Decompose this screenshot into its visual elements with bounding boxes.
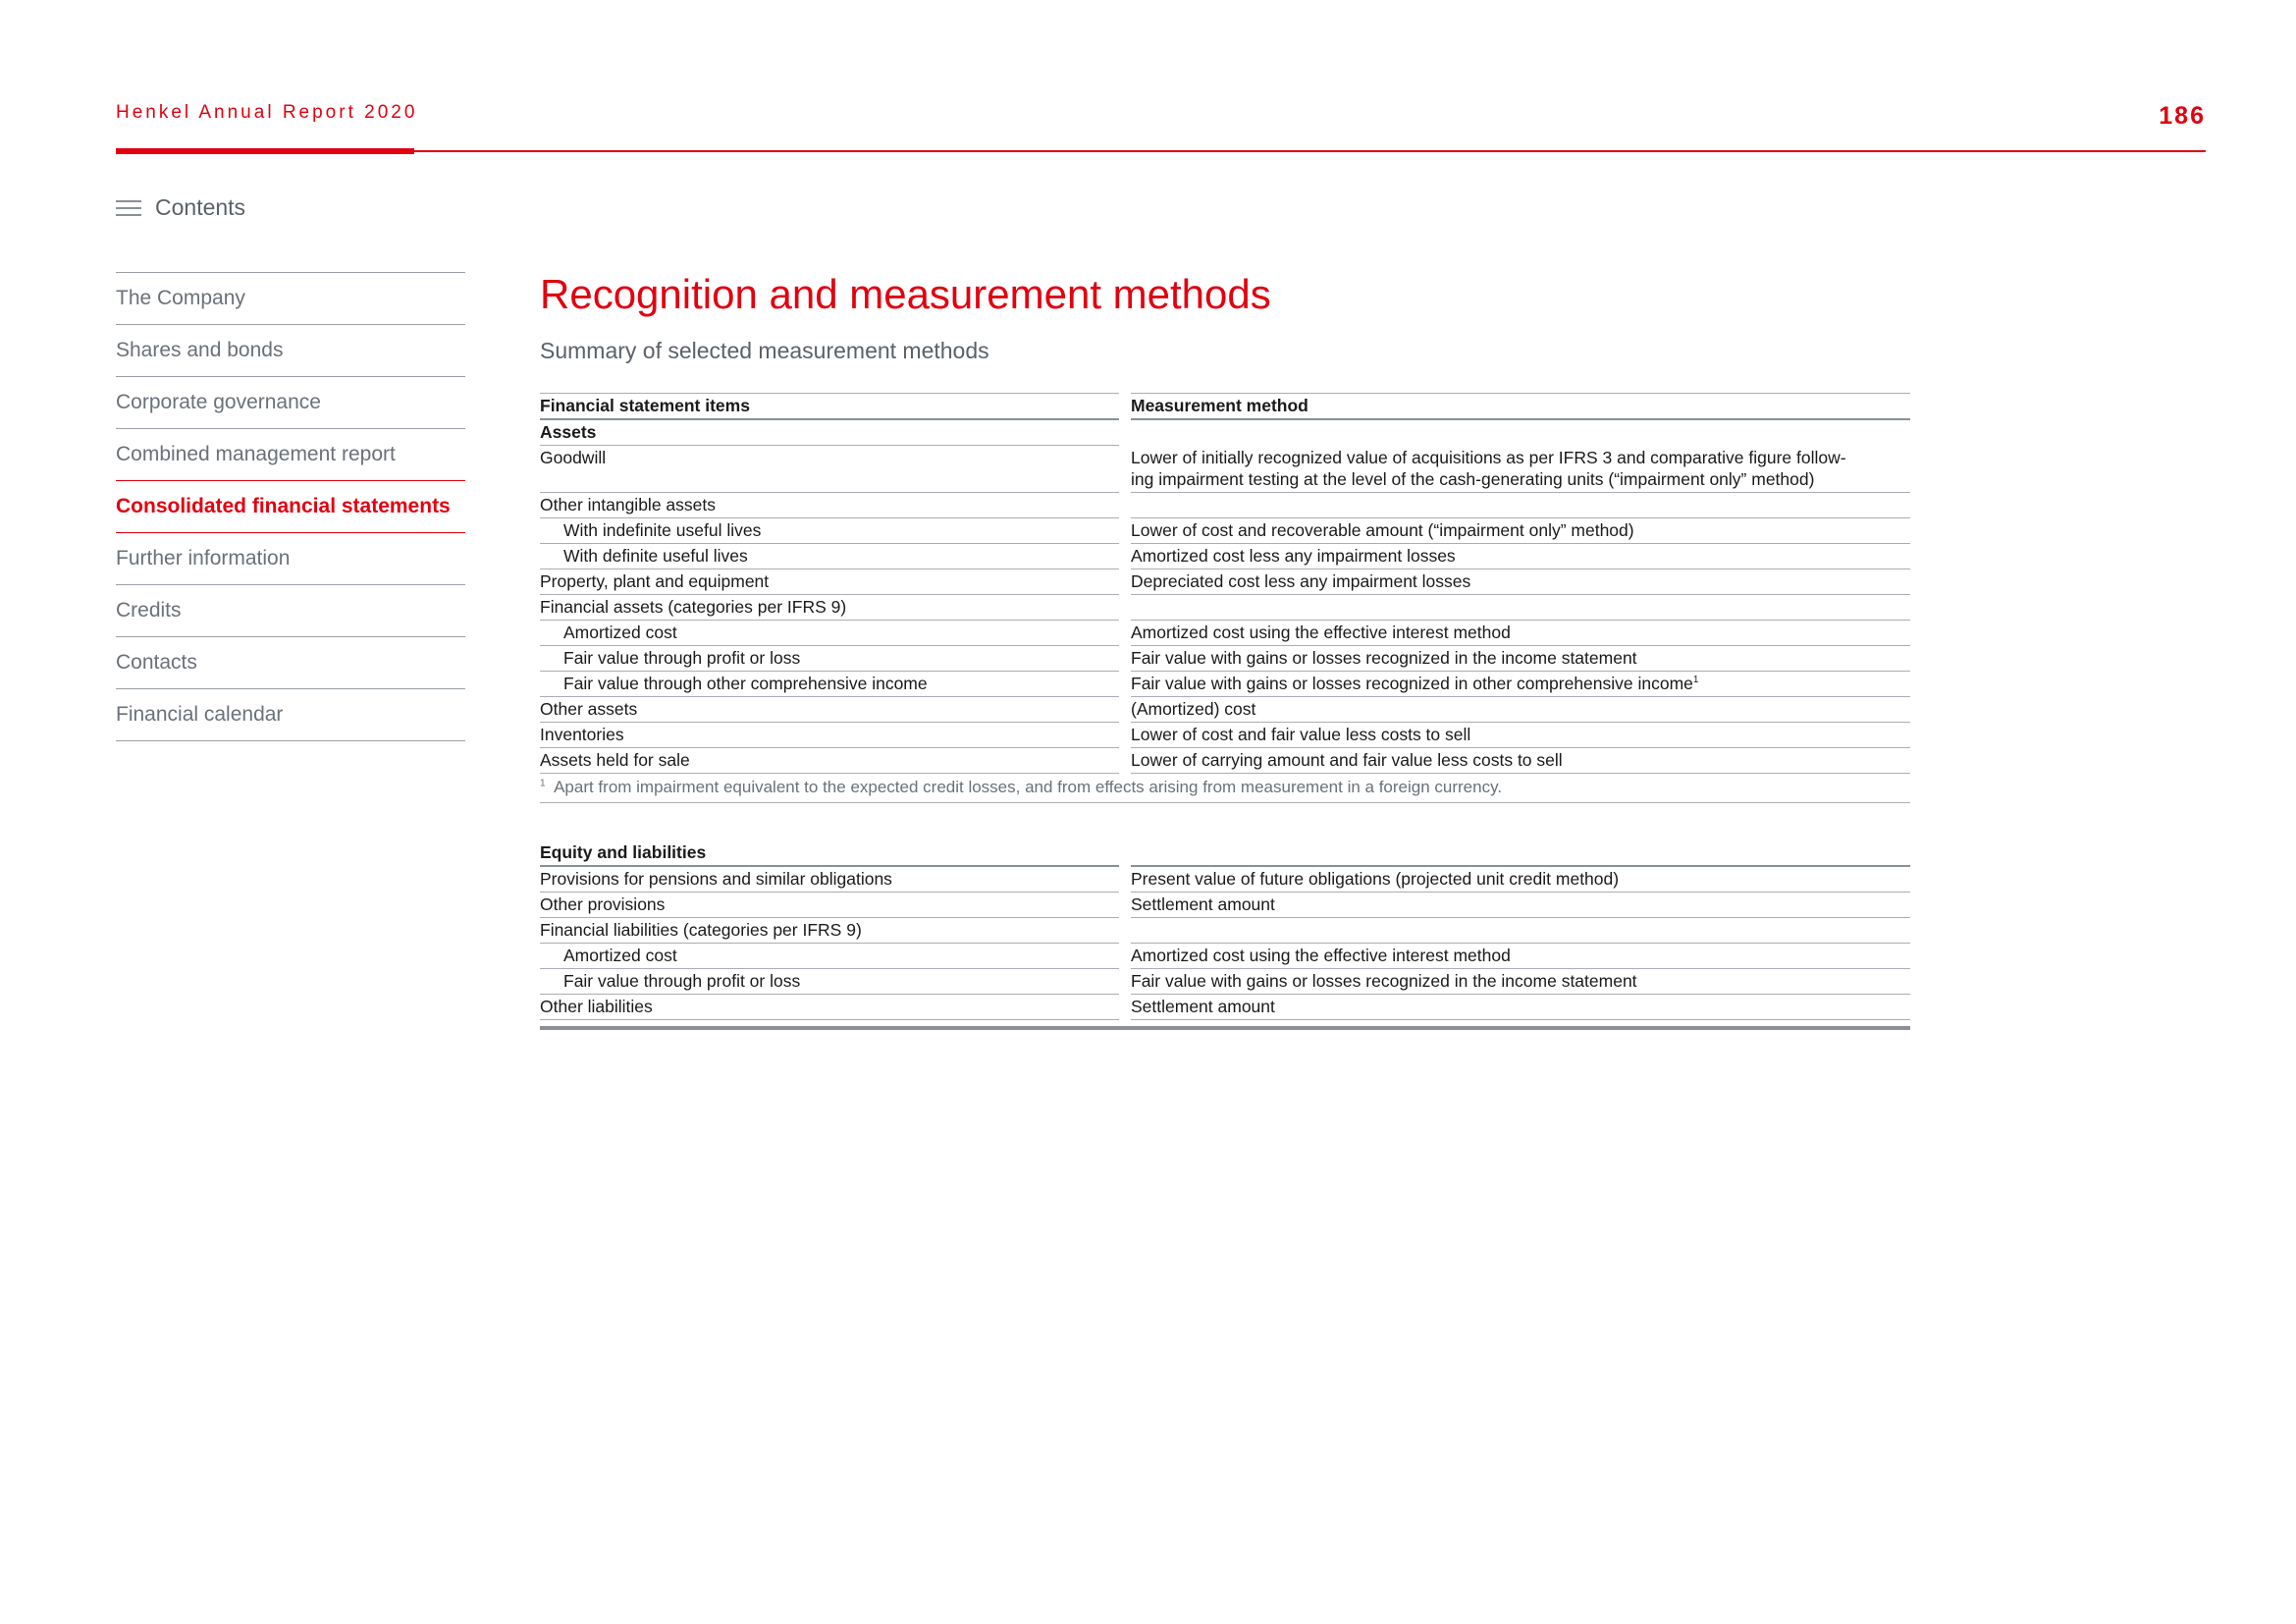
method-cell: [1131, 595, 1910, 621]
table-row: [540, 723, 1910, 748]
section-row: [540, 420, 1910, 446]
table-row: [540, 446, 1910, 493]
method-cell: Depreciated cost less any impairment losses: [1131, 569, 1910, 595]
section-row: [540, 840, 1910, 867]
method-cell: [1131, 672, 1910, 697]
item-cell: Property, plant and equipment: [540, 569, 1119, 595]
method-cell: [1131, 493, 1910, 518]
footnote-marker: 1: [1692, 675, 1699, 686]
page-number: 186: [2159, 102, 2206, 130]
section-label: Assets: [540, 420, 1119, 446]
contents-label: Contents: [155, 194, 246, 220]
item-cell: Provisions for pensions and similar obligations: [540, 867, 1119, 893]
item-cell: With definite useful lives: [540, 544, 1119, 569]
sidebar-item-consolidated-financial-statements[interactable]: Consolidated financial statements: [116, 481, 465, 533]
page-subtitle: Summary of selected measurement methods: [540, 338, 989, 363]
table-header-row: [540, 393, 1910, 420]
sidebar-item-shares-and-bonds[interactable]: Shares and bonds: [116, 325, 465, 377]
method-cell: Settlement amount: [1131, 995, 1910, 1020]
main-content: [540, 267, 1910, 364]
table-row: [540, 595, 1910, 621]
method-cell: [1131, 918, 1910, 944]
table-row: [540, 621, 1910, 646]
table-row: [540, 748, 1910, 774]
header-divider-accent: [116, 148, 414, 154]
section-label: Equity and liabilities: [540, 840, 1119, 867]
assets-table: [540, 393, 1910, 803]
contents-button[interactable]: [116, 194, 245, 221]
item-cell: With indefinite useful lives: [540, 518, 1119, 544]
table-footnote: [540, 774, 1910, 803]
table-end-rule: [540, 1026, 1910, 1030]
item-cell: Assets held for sale: [540, 748, 1119, 774]
footnote-number: 1: [540, 778, 546, 789]
table-row: [540, 672, 1910, 697]
item-cell: Amortized cost: [540, 944, 1119, 969]
sidebar-item-corporate-governance[interactable]: Corporate governance: [116, 377, 465, 429]
method-line: Lower of initially recognized value of acquisitions as per IFRS 3 and comparative figure follow-: [1131, 448, 1846, 467]
item-cell: Financial assets (categories per IFRS 9): [540, 595, 1119, 621]
table-row: [540, 518, 1910, 544]
page-title: Recognition and measurement methods: [540, 271, 1271, 317]
item-cell: Fair value through profit or loss: [540, 969, 1119, 995]
table-row: [540, 893, 1910, 918]
item-cell: Other provisions: [540, 893, 1119, 918]
method-cell: Settlement amount: [1131, 893, 1910, 918]
equity-table: [540, 840, 1910, 1030]
table-row: [540, 969, 1910, 995]
table-row: [540, 697, 1910, 723]
method-cell: Amortized cost less any impairment losses: [1131, 544, 1910, 569]
method-cell: Lower of cost and fair value less costs to sell: [1131, 723, 1910, 748]
method-cell: Amortized cost using the effective interest method: [1131, 944, 1910, 969]
sidebar-item-combined-management-report[interactable]: Combined management report: [116, 429, 465, 481]
sidebar-item-contacts[interactable]: Contacts: [116, 637, 465, 689]
header-divider: [116, 150, 2206, 152]
item-cell: Amortized cost: [540, 621, 1119, 646]
table-row: [540, 944, 1910, 969]
method-cell: Lower of cost and recoverable amount (“impairment only” method): [1131, 518, 1910, 544]
item-cell: Other assets: [540, 697, 1119, 723]
table-row: [540, 646, 1910, 672]
table-row: [540, 569, 1910, 595]
method-line: ing impairment testing at the level of the cash-generating units (“impairment only” method): [1131, 469, 1815, 489]
item-cell: Other liabilities: [540, 995, 1119, 1020]
method-cell: (Amortized) cost: [1131, 697, 1910, 723]
sidebar-item-financial-calendar[interactable]: Financial calendar: [116, 689, 465, 741]
method-cell: Present value of future obligations (projected unit credit method): [1131, 867, 1910, 893]
table-row: [540, 918, 1910, 944]
method-cell: Fair value with gains or losses recognized in the income statement: [1131, 969, 1910, 995]
sidebar-item-further-information[interactable]: Further information: [116, 533, 465, 585]
method-cell: Lower of carrying amount and fair value less costs to sell: [1131, 748, 1910, 774]
sidebar-nav: [116, 272, 465, 741]
table-row: [540, 995, 1910, 1020]
method-text: Fair value with gains or losses recognized in other comprehensive income: [1131, 674, 1693, 693]
column-header-method: Measurement method: [1131, 393, 1910, 420]
item-cell: Financial liabilities (categories per IFRS 9): [540, 918, 1119, 944]
method-cell: Amortized cost using the effective interest method: [1131, 621, 1910, 646]
footnote-text: Apart from impairment equivalent to the expected credit losses, and from effects arising from measurement in a foreign currency.: [554, 778, 1503, 796]
table-row: [540, 544, 1910, 569]
sidebar-item-credits[interactable]: Credits: [116, 585, 465, 637]
method-cell: Fair value with gains or losses recognized in the income statement: [1131, 646, 1910, 672]
table-row: [540, 867, 1910, 893]
menu-icon: [116, 198, 141, 218]
item-cell: Fair value through other comprehensive income: [540, 672, 1119, 697]
item-cell: Other intangible assets: [540, 493, 1119, 518]
sidebar-item-the-company[interactable]: The Company: [116, 273, 465, 325]
item-cell: Inventories: [540, 723, 1119, 748]
table-row: [540, 493, 1910, 518]
column-header-items: Financial statement items: [540, 393, 1119, 420]
item-cell: Fair value through profit or loss: [540, 646, 1119, 672]
method-cell: [1131, 446, 1910, 493]
report-title: Henkel Annual Report 2020: [116, 102, 418, 123]
item-cell: Goodwill: [540, 446, 1119, 493]
